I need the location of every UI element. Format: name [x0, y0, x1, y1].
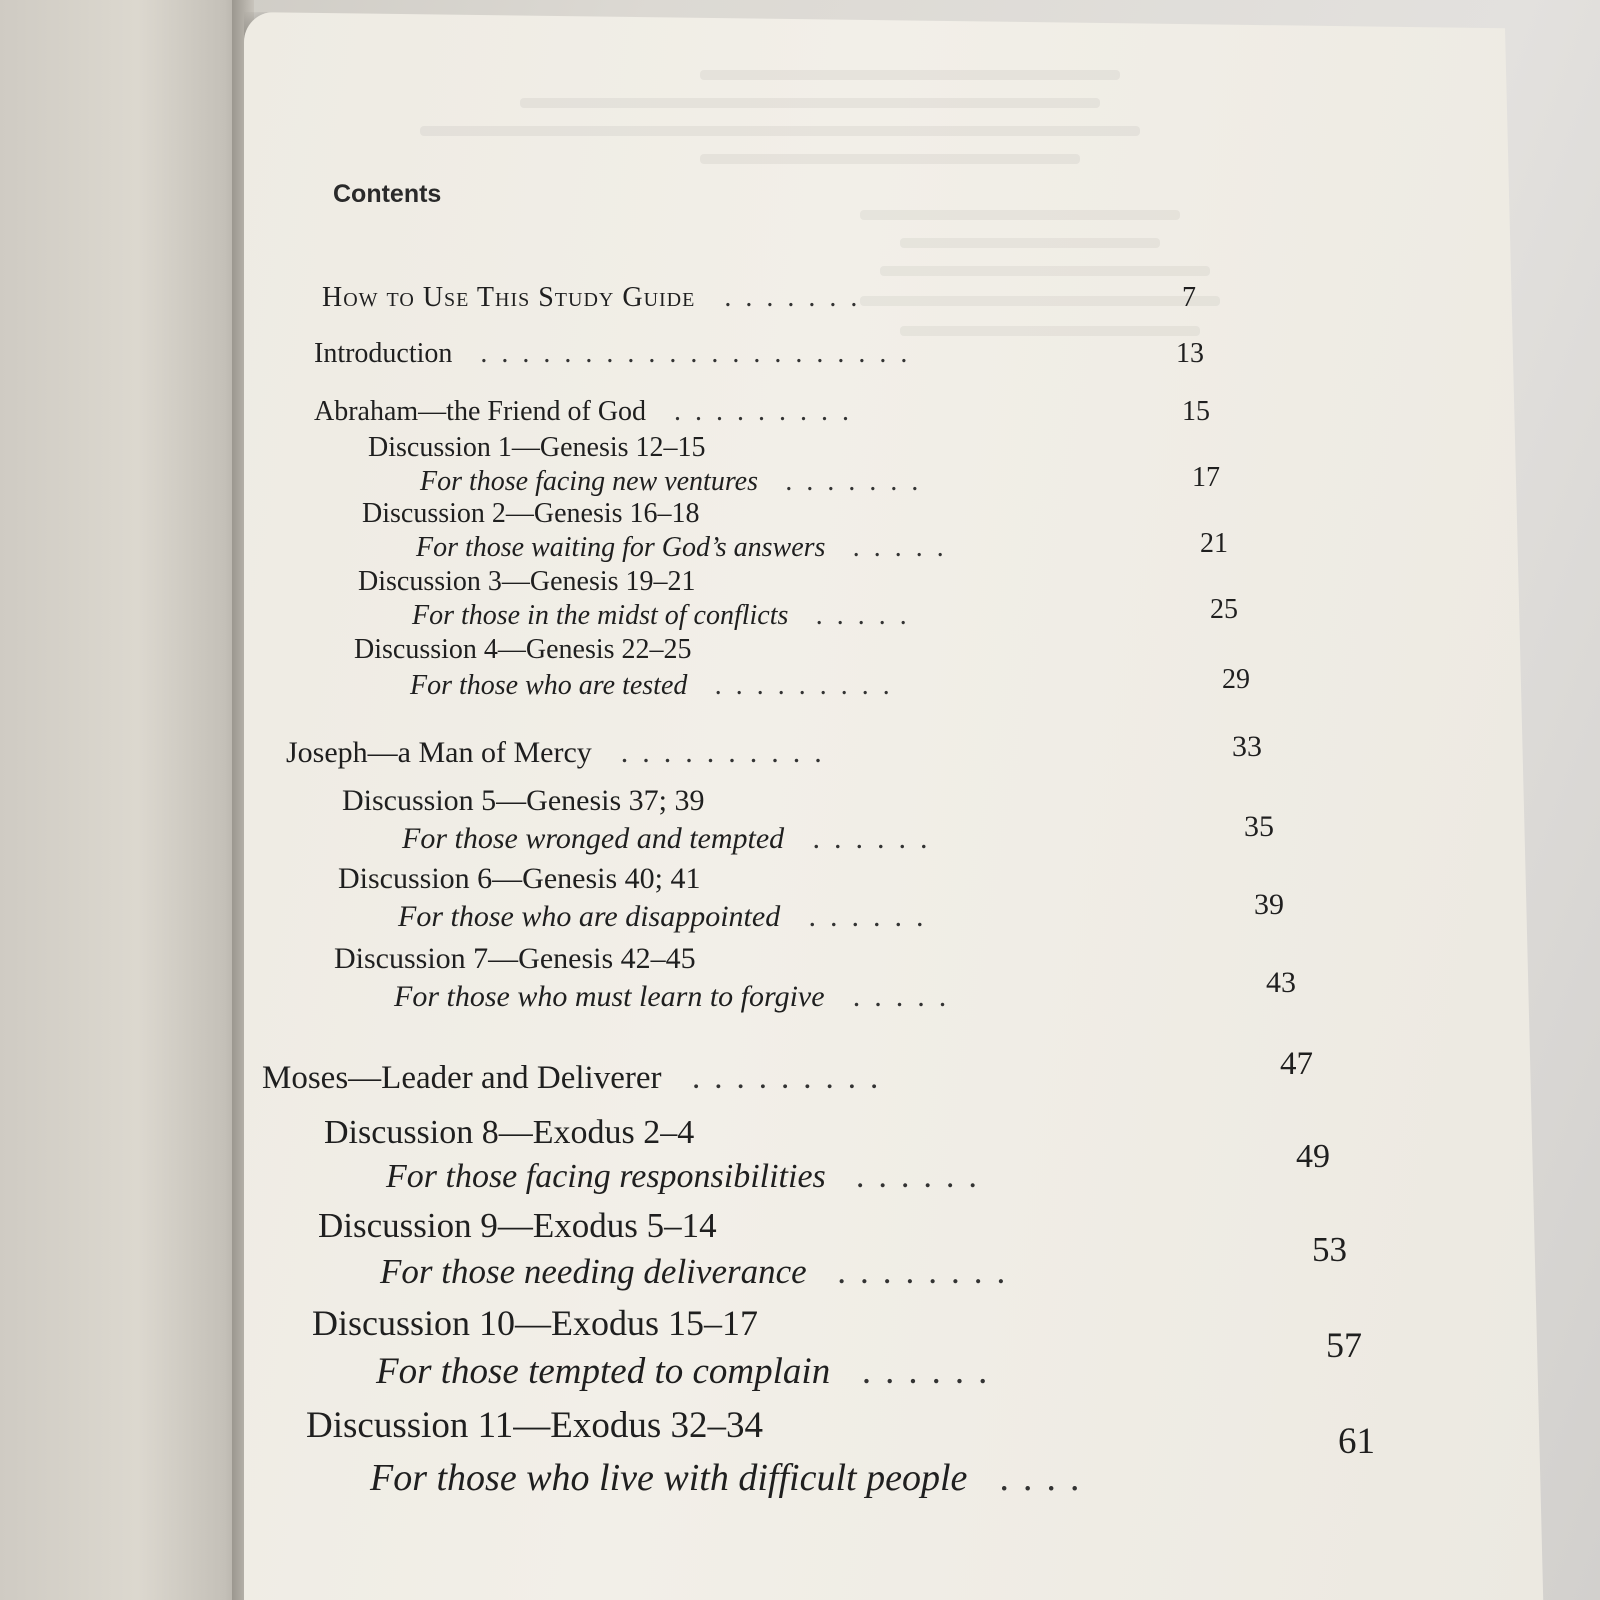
toc-discussion-subtitle: For those who are disappointed ......: [398, 900, 939, 933]
toc-discussion-subtitle: For those who must learn to forgive .....: [394, 980, 962, 1013]
toc-discussion: Discussion 8—Exodus 2–4: [324, 1114, 695, 1151]
toc-discussion: Discussion 10—Exodus 15–17: [312, 1303, 759, 1343]
leader-dots: .........: [653, 396, 864, 427]
toc-page-number: 21: [1200, 528, 1228, 559]
toc-discussion-subtitle: For those who are tested .........: [410, 670, 905, 701]
toc-discussion: Discussion 6—Genesis 40; 41: [338, 862, 701, 895]
toc-entry-introduction: [314, 338, 921, 370]
leader-dots: .....................: [459, 338, 922, 369]
toc-page-number: 43: [1266, 966, 1296, 999]
contents-heading: Contents: [333, 180, 442, 208]
toc-page-number: 49: [1296, 1138, 1330, 1175]
toc-page-number: 25: [1210, 594, 1238, 625]
toc-discussion-subtitle: For those needing deliverance ........: [380, 1252, 1021, 1291]
toc-discussion: Discussion 11—Exodus 32–34: [306, 1405, 764, 1446]
toc-label: Moses—Leader and Deliverer: [262, 1060, 662, 1096]
toc-discussion: Discussion 3—Genesis 19–21: [358, 566, 696, 597]
toc-page-number: 7: [1182, 282, 1196, 313]
toc-label: Joseph—a Man of Mercy: [286, 736, 592, 769]
toc-discussion-subtitle: For those facing new ventures .......: [420, 466, 934, 497]
toc-discussion-subtitle: For those waiting for God’s answers .....: [416, 532, 959, 563]
toc-discussion: Discussion 4—Genesis 22–25: [354, 634, 692, 665]
toc-page-number: 13: [1176, 338, 1204, 369]
toc-page-number: 57: [1326, 1325, 1362, 1365]
toc-section-moses: [262, 1060, 892, 1097]
toc-entry-how-to-use: [322, 282, 871, 314]
toc-page-number: 39: [1254, 888, 1284, 921]
toc-section-joseph: [286, 736, 836, 770]
toc-discussion-subtitle: For those who live with difficult people ....: [370, 1457, 1095, 1499]
leader-dots: .......: [703, 282, 872, 313]
toc-page-number: 33: [1232, 730, 1262, 763]
toc-discussion-subtitle: For those in the midst of conflicts .....: [412, 600, 922, 631]
toc-page-number: 17: [1192, 462, 1220, 493]
toc-discussion: Discussion 7—Genesis 42–45: [334, 942, 696, 975]
toc-discussion: Discussion 1—Genesis 12–15: [368, 432, 706, 463]
toc-label: Introduction: [314, 338, 453, 369]
leader-dots: ..........: [599, 736, 836, 769]
toc-discussion-subtitle: For those wronged and tempted ......: [402, 822, 943, 855]
toc-label: How to Use This Study Guide: [322, 282, 696, 313]
toc-page-number: 47: [1280, 1046, 1313, 1082]
toc-page-number: 53: [1312, 1230, 1347, 1269]
toc-discussion-subtitle: For those facing responsibilities ......: [386, 1158, 992, 1195]
toc-page-number: 35: [1244, 810, 1274, 843]
toc-discussion: Discussion 5—Genesis 37; 39: [342, 784, 705, 817]
toc-page-number: 15: [1182, 396, 1210, 427]
leader-dots: .........: [669, 1060, 893, 1096]
toc-section-abraham: [314, 396, 863, 428]
toc-page-number: 61: [1338, 1421, 1375, 1462]
toc-discussion: Discussion 2—Genesis 16–18: [362, 498, 700, 529]
toc-discussion: Discussion 9—Exodus 5–14: [318, 1206, 717, 1245]
toc-discussion-subtitle: For those tempted to complain ......: [376, 1351, 1003, 1392]
toc-label: Abraham—the Friend of God: [314, 396, 647, 427]
toc-page-number: 29: [1222, 664, 1250, 695]
